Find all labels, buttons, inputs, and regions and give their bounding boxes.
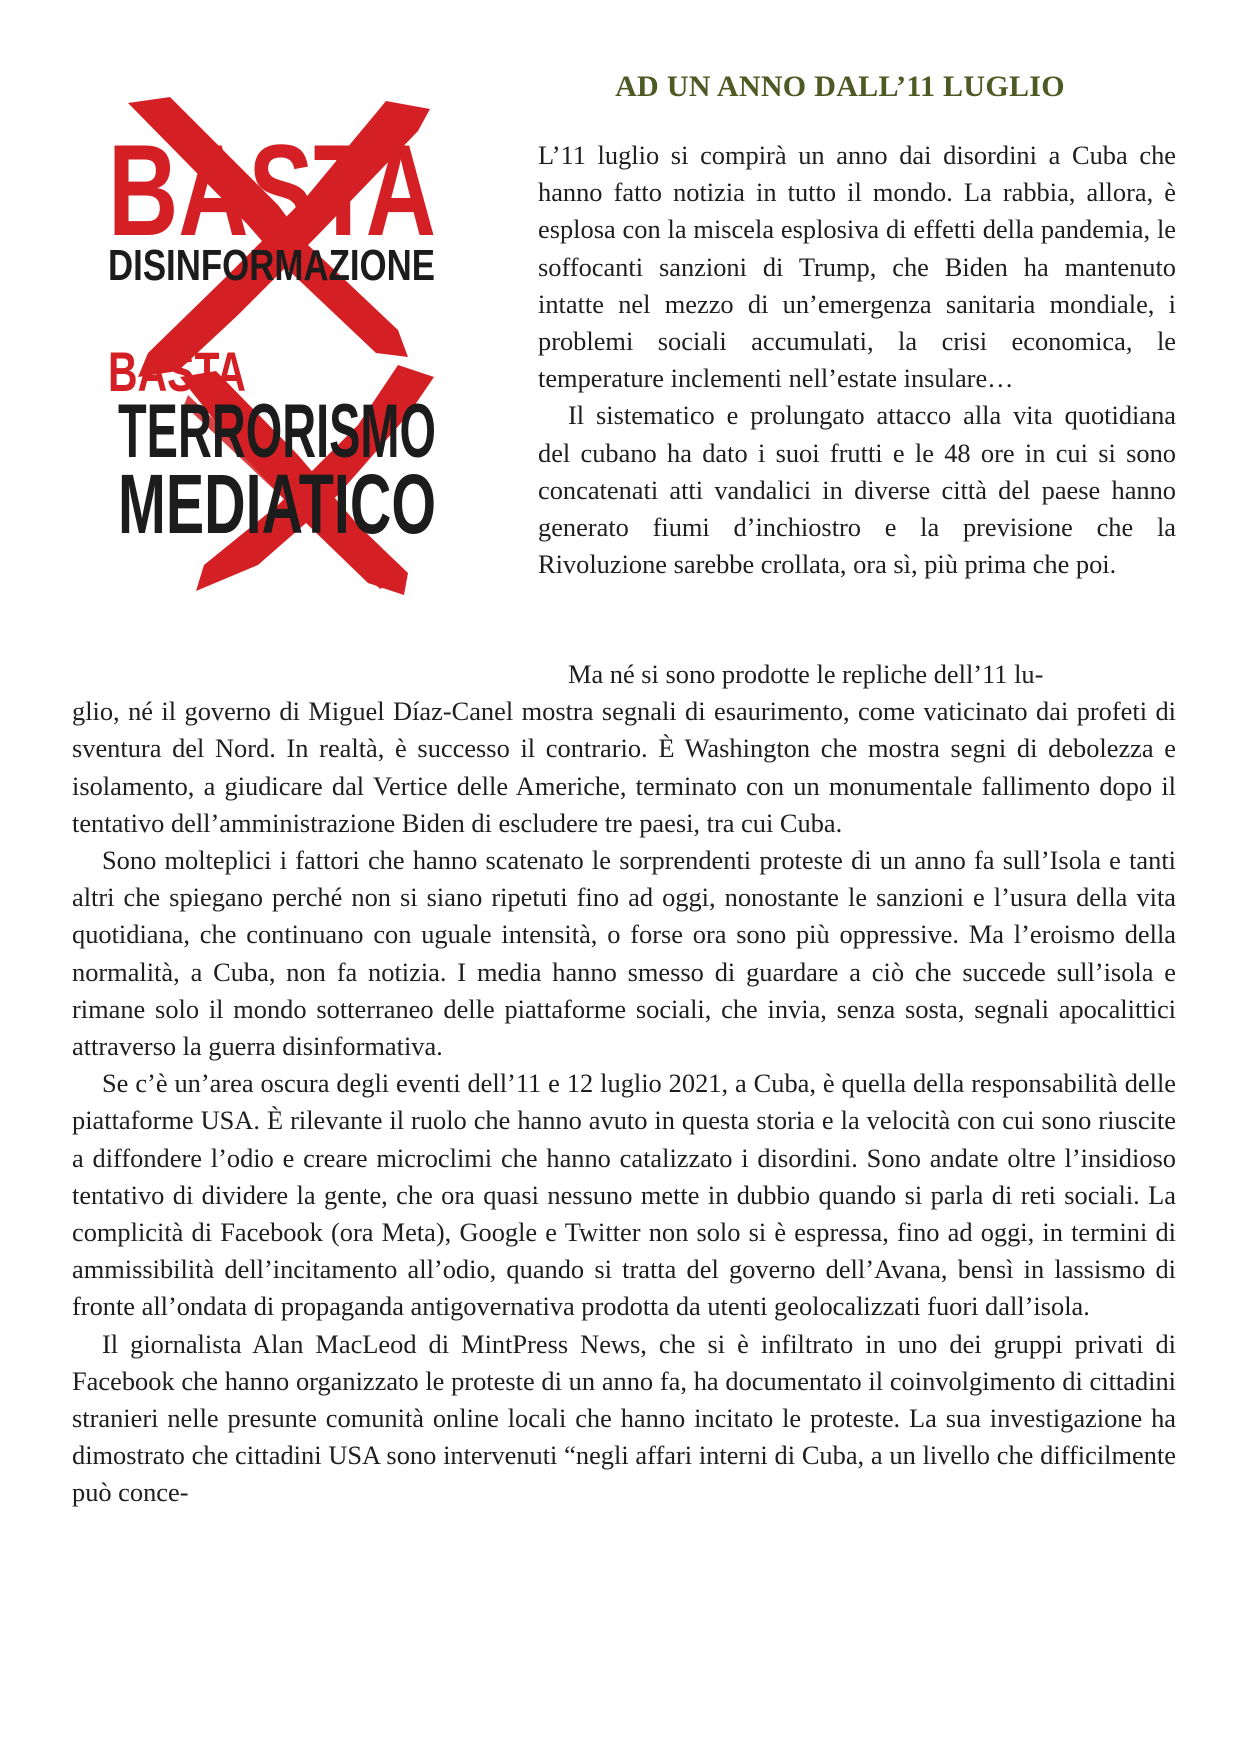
logo-disinformazione: DISINFORMAZIONE <box>108 241 435 290</box>
paragraph-3-lead: Ma né si sono prodotte le repliche dell’11 lu- <box>568 659 1044 689</box>
logo-mediatico: MEDIATICO <box>118 457 436 551</box>
logo-basta-bottom: BASTA <box>108 340 246 403</box>
paragraph-3-body: glio, né il governo di Miguel Díaz-Canel mostra segnali di esaurimento, come vaticinato dai profeti di sventura del Nord. In realtà, è successo il contrario. È Washington che mostra segni di debolezza e isolamento, a giudicare dal Vertice delle Americhe, terminato con un monumentale fallimento dopo il tentativo dell’amministrazione Biden di escludere tre paesi, tra cui Cuba. <box>72 696 1176 838</box>
paragraph-5: Se c’è un’area oscura degli eventi dell’11 e 12 luglio 2021, a Cuba, è quella della responsabilità delle piattaforme USA. È rilevante il ruolo che hanno avuto in questa storia e la velocità con cui sono riuscite a diffondere l’odio e creare microclimi che hanno catalizzato i disordini. Sono andate oltre l’insidioso tentativo di dividere la gente, che ora quasi nessuno mette in dubbio quando si parla di reti sociali. La complicità di Facebook (ora Meta), Google e Twitter non solo si è espressa, fino ad oggi, in termini di ammissibilità dell’incitamento all’odio, quando si tratta del governo dell’Avana, bensì in lassismo di fronte all’ondata di propaganda antigovernativa prodotta da utenti geolocalizzati fuori dall’isola. <box>72 1068 1176 1322</box>
paragraph-1: L’11 luglio si compirà un anno dai disordini a Cuba che hanno fatto notizia in tutto il mondo. La rabbia, allora, è esplosa con la miscela esplosiva di effetti della pandemia, le soffocanti sanzioni di Trump, che Biden ha mantenuto intatte nel mezzo di un’emergenza sanitaria mondiale, i problemi sociali accumulati, la crisi economica, le temperature inclementi nell’estate insulare… <box>538 140 1176 394</box>
article-column-right <box>538 137 1176 583</box>
paragraph-2: Il sistematico e prolungato attacco alla vita quotidiana del cubano ha dato i suoi frutti e le 48 ore in cui si sono concatenati atti vandalici in diverse città del paese hanno generato fiumi d’inchiostro e la previsione che la Rivoluzione sarebbe crollata, ora sì, più prima che poi. <box>538 400 1176 580</box>
logo-terrorismo: TERRORISMO <box>118 389 436 474</box>
paragraph-4: Sono molteplici i fattori che hanno scatenato le sorprendenti proteste di un anno fa sull’Isola e tanti altri che spiegano perché non si siano ripetuti fino ad oggi, nonostante le sanzioni e l’usura della vita quotidiana, che continuano con uguale intensità, o forse ora sono più oppressive. Ma l’eroismo della normalità, a Cuba, non fa notizia. I media hanno smesso di guardare a ciò che succede sull’isola e rimane solo il mondo sotterraneo delle piattaforme sociali, che invia, senza sosta, segnali apocalittici attraverso la guerra disinformativa. <box>72 845 1176 1062</box>
paragraph-3 <box>72 656 1176 842</box>
logo-basta-top: BASTA <box>108 117 436 263</box>
paragraph-6: Il giornalista Alan MacLeod di MintPress News, che si è infiltrato in uno dei gruppi privati di Facebook che hanno organizzato le proteste di un anno fa, ha documentato il coinvolgimento di cittadini stranieri nelle presunte comunità online locali che hanno incitato le proteste. La sua investigazione ha dimostrato che cittadini USA sono intervenuti “negli affari interni di Cuba, a un livello che difficilmente può conce- <box>72 1328 1176 1508</box>
article-title: AD UN ANNO DALL’11 LUGLIO <box>615 70 1065 103</box>
basta-disinformazione-logo <box>108 95 498 655</box>
article-body <box>72 656 1176 1512</box>
